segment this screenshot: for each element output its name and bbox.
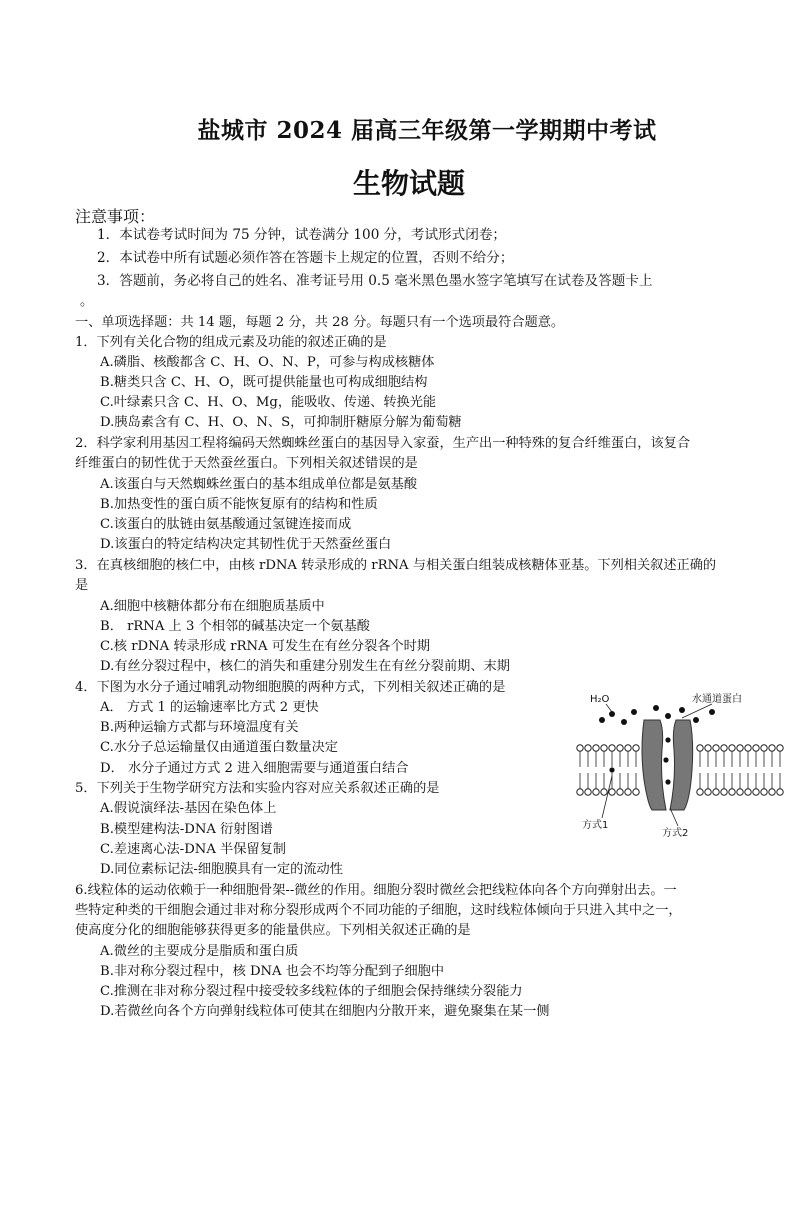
option-c: C.该蛋白的肽链由氨基酸通过氢键连接而成 bbox=[100, 517, 352, 532]
question-stem: 些特定种类的干细胞会通过非对称分裂形成两个不同功能的子细胞，这时线粒体倾向于只进入其中之一， bbox=[75, 903, 682, 918]
notice-item: 2．本试卷中所有试题必须作答在答题卡上规定的位置，否则不给分； bbox=[97, 250, 514, 266]
option-d: D.同位素标记法-细胞膜具有一定的流动性 bbox=[100, 862, 343, 877]
option-d: D． 水分子通过方式 2 进入细胞需要与通道蛋白结合 bbox=[100, 761, 409, 776]
way1-label: 方式1 bbox=[582, 820, 609, 831]
question-stem: 6.线粒体的运动依赖于一种细胞骨架--微丝的作用。细胞分裂时微丝会把线粒体向各个方向弹射出去。一 bbox=[75, 883, 677, 898]
option-d: D.若微丝向各个方向弹射线粒体可使其在细胞内分散开来，避免聚集在某一侧 bbox=[100, 1004, 550, 1019]
option-d: D.该蛋白的特定结构决定其韧性优于天然蚕丝蛋白 bbox=[100, 537, 392, 552]
exam-title: 盐城市 2024 届高三年级第一学期期中考试 bbox=[197, 117, 657, 144]
question-stem: 2．科学家利用基因工程将编码天然蜘蛛丝蛋白的基因导入家蚕，生产出一种特殊的复合纤维蛋白，该复合 bbox=[75, 436, 691, 451]
way2-label: 方式2 bbox=[662, 828, 689, 839]
question-stem: 4．下图为水分子通过哺乳动物细胞膜的两种方式，下列相关叙述正确的是 bbox=[75, 680, 506, 695]
question-stem: 使高度分化的细胞能够获得更多的能量供应。下列相关叙述正确的是 bbox=[75, 923, 471, 938]
question-stem: 5．下列关于生物学研究方法和实验内容对应关系叙述正确的是 bbox=[75, 781, 440, 796]
option-d: D.有丝分裂过程中，核仁的消失和重建分别发生在有丝分裂前期、末期 bbox=[100, 659, 510, 674]
option-c: C.水分子总运输量仅由通道蛋白数量决定 bbox=[100, 740, 338, 755]
option-b: B.模型建构法-DNA 衍射图谱 bbox=[100, 822, 273, 837]
channel-label: 水通道蛋白 bbox=[692, 694, 742, 705]
option-a: A.微丝的主要成分是脂质和蛋白质 bbox=[100, 944, 299, 959]
notice-item: 1．本试卷考试时间为 75 分钟，试卷满分 100 分，考试形式闭卷； bbox=[97, 227, 507, 243]
section-heading: 一、单项选择题：共 14 题，每题 2 分，共 28 分。每题只有一个选项最符合题意。 bbox=[75, 315, 565, 330]
question-stem: 1．下列有关化合物的组成元素及功能的叙述正确的是 bbox=[75, 335, 387, 350]
aquaporin-channel bbox=[642, 720, 693, 810]
water-label: H₂O bbox=[590, 694, 610, 705]
option-a: A.磷脂、核酸都含 C、H、O、N、P，可参与构成核糖体 bbox=[100, 355, 435, 370]
option-c: C.核 rDNA 转录形成 rRNA 可发生在有丝分裂各个时期 bbox=[100, 639, 431, 654]
notice-heading: 注意事项： bbox=[75, 207, 156, 226]
option-b: B.非对称分裂过程中，核 DNA 也会不均等分配到子细胞中 bbox=[100, 964, 445, 979]
option-c: C.差速离心法-DNA 半保留复制 bbox=[100, 842, 286, 857]
question-stem: 纤维蛋白的韧性优于天然蚕丝蛋白。下列相关叙述错误的是 bbox=[75, 456, 418, 471]
membrane-diagram bbox=[572, 690, 794, 840]
option-b: B.两种运输方式都与环境温度有关 bbox=[100, 720, 299, 735]
notice-trail: 。 bbox=[80, 294, 94, 309]
option-a: A.细胞中核糖体都分布在细胞质基质中 bbox=[100, 599, 325, 614]
exam-subject: 生物试题 bbox=[352, 167, 465, 200]
option-d: D.胰岛素含有 C、H、O、N、S，可抑制肝糖原分解为葡萄糖 bbox=[100, 415, 462, 430]
option-b: B.糖类只含 C、H、O，既可提供能量也可构成细胞结构 bbox=[100, 375, 428, 390]
notice-item: 3．答题前，务必将自己的姓名、准考证号用 0.5 毫米黑色墨水签字笔填写在试卷及答题卡上 bbox=[97, 273, 653, 289]
question-stem: 是 bbox=[75, 578, 89, 593]
option-b: B.加热变性的蛋白质不能恢复原有的结构和性质 bbox=[100, 497, 378, 512]
option-c: C.叶绿素只含 C、H、O、Mg，能吸收、传递、转换光能 bbox=[100, 395, 437, 410]
question-stem: 3．在真核细胞的核仁中，由核 rDNA 转录形成的 rRNA 与相关蛋白组装成核糖体亚基。下列相关叙述正确的 bbox=[75, 558, 717, 573]
option-a: A.假说演绎法-基因在染色体上 bbox=[100, 801, 277, 816]
option-c: C.推测在非对称分裂过程中接受较多线粒体的子细胞会保持继续分裂能力 bbox=[100, 984, 523, 999]
option-a: A.该蛋白与天然蜘蛛丝蛋白的基本组成单位都是氨基酸 bbox=[100, 477, 418, 492]
option-a: A． 方式 1 的运输速率比方式 2 更快 bbox=[100, 700, 319, 715]
option-b: B． rRNA 上 3 个相邻的碱基决定一个氨基酸 bbox=[100, 619, 370, 634]
